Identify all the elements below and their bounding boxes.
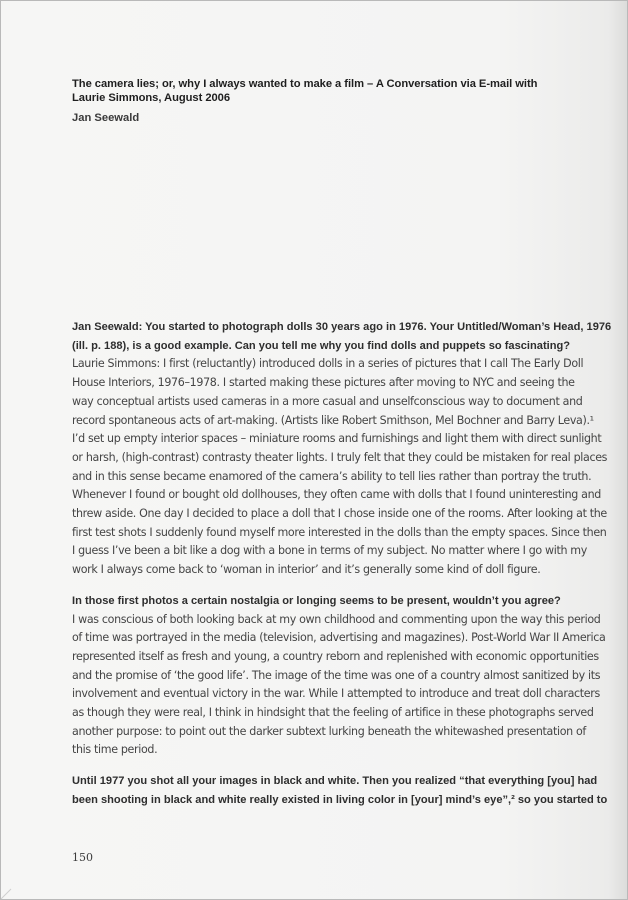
answer-2-line: and the promise of ‘the good life’. The image of the time was one of a country almost sanitized by its — [72, 668, 601, 682]
question-3-line: Until 1977 you shot all your images in black and white. Then you realized “that everything [you] had — [72, 775, 598, 788]
answer-1-line: I’d set up empty interior spaces – miniature rooms and furnishings and light them with direct sunlight — [72, 432, 602, 446]
question-1-line: Jan Seewald: You started to photograph dolls 30 years ago in 1976. Your Untitled/Woman’s Head, 1976 — [72, 321, 612, 333]
page-number: 150 — [72, 851, 93, 864]
answer-1-line: I guess I’ve been a bit like a dog with a bone in terms of my subject. No matter where I go with my — [72, 544, 587, 558]
answer-1-line: House Interiors, 1976–1978. I started making these pictures after moving to NYC and seeing the — [72, 376, 575, 390]
answer-2 — [72, 611, 606, 761]
question-2 — [72, 592, 575, 611]
question-2-line: In those first photos a certain nostalgia or longing seems to be present, wouldn’t you agree? — [72, 594, 561, 607]
answer-1-line: record spontaneous acts of art-making. (Artists like Robert Smithson, Mel Bochner and Barry Leva).¹ — [72, 413, 594, 427]
answer-2-line: represented itself as fresh and young, a country reborn and replenished with economic opportunities — [72, 649, 599, 663]
paragraph-gap — [72, 760, 575, 772]
answer-2-line: of time was portrayed in the media (television, advertising and magazines). Post-World War II America — [72, 631, 606, 645]
answer-2-line: as though they were real, I think in hindsight that the feeling of artifice in these photographs served — [72, 706, 594, 720]
article-header — [72, 77, 572, 125]
answer-1-line: and in this sense became enamored of the camera’s ability to tell lies rather than portray the truth. — [72, 469, 592, 483]
answer-1-line: way conceptual artists used cameras in a more casual and unselfconscious way to document and — [72, 394, 583, 408]
paragraph-gap — [72, 580, 575, 592]
answer-1-line: Laurie Simmons: I first (reluctantly) introduced dolls in a series of pictures that I call The Early Doll — [72, 357, 584, 371]
answer-2-line: this time period. — [72, 743, 158, 757]
answer-1-line: work I always come back to ‘woman in interior’ and it’s generally some kind of doll figure. — [72, 563, 541, 577]
article-author: Jan Seewald — [72, 111, 140, 124]
answer-2-line: I was conscious of both looking back at my own childhood and commenting upon the way this period — [72, 612, 601, 626]
answer-1-line: Whenever I found or bought old dollhouses, they often came with dolls that I found uninteresting and — [72, 488, 601, 502]
page-corner-mark — [1, 885, 15, 899]
answer-2-line: involvement and eventual victory in the war. While I attempted to introduce and treat doll characters — [72, 687, 600, 701]
question-3 — [72, 772, 608, 809]
answer-1-line: threw aside. One day I decided to place a doll that I chose inside one of the rooms. After looking at the — [72, 507, 607, 521]
answer-1-line: or harsh, (high-contrast) contrasty theater lights. I truly felt that they could be mistaken for real places — [72, 450, 608, 464]
answer-1-line: first test shots I suddenly found myself more interested in the dolls than the empty spaces. Since then — [72, 525, 607, 539]
article-title: The camera lies; or, why I always wanted to make a film – A Conversation via E-mail with Laurie Simmons, August 2006 — [72, 78, 538, 105]
answer-1 — [72, 355, 608, 579]
interview-body — [72, 318, 612, 810]
question-1-line: (ill. p. 188), is a good example. Can you tell me why you find dolls and puppets so fascinating? — [72, 339, 571, 352]
question-1 — [72, 318, 612, 355]
question-3-line: been shooting in black and white really existed in living color in [your] mind’s eye”,² so you started to — [72, 793, 608, 806]
answer-2-line: another purpose: to point out the darker subtext lurking beneath the whitewashed presentation of — [72, 724, 586, 738]
